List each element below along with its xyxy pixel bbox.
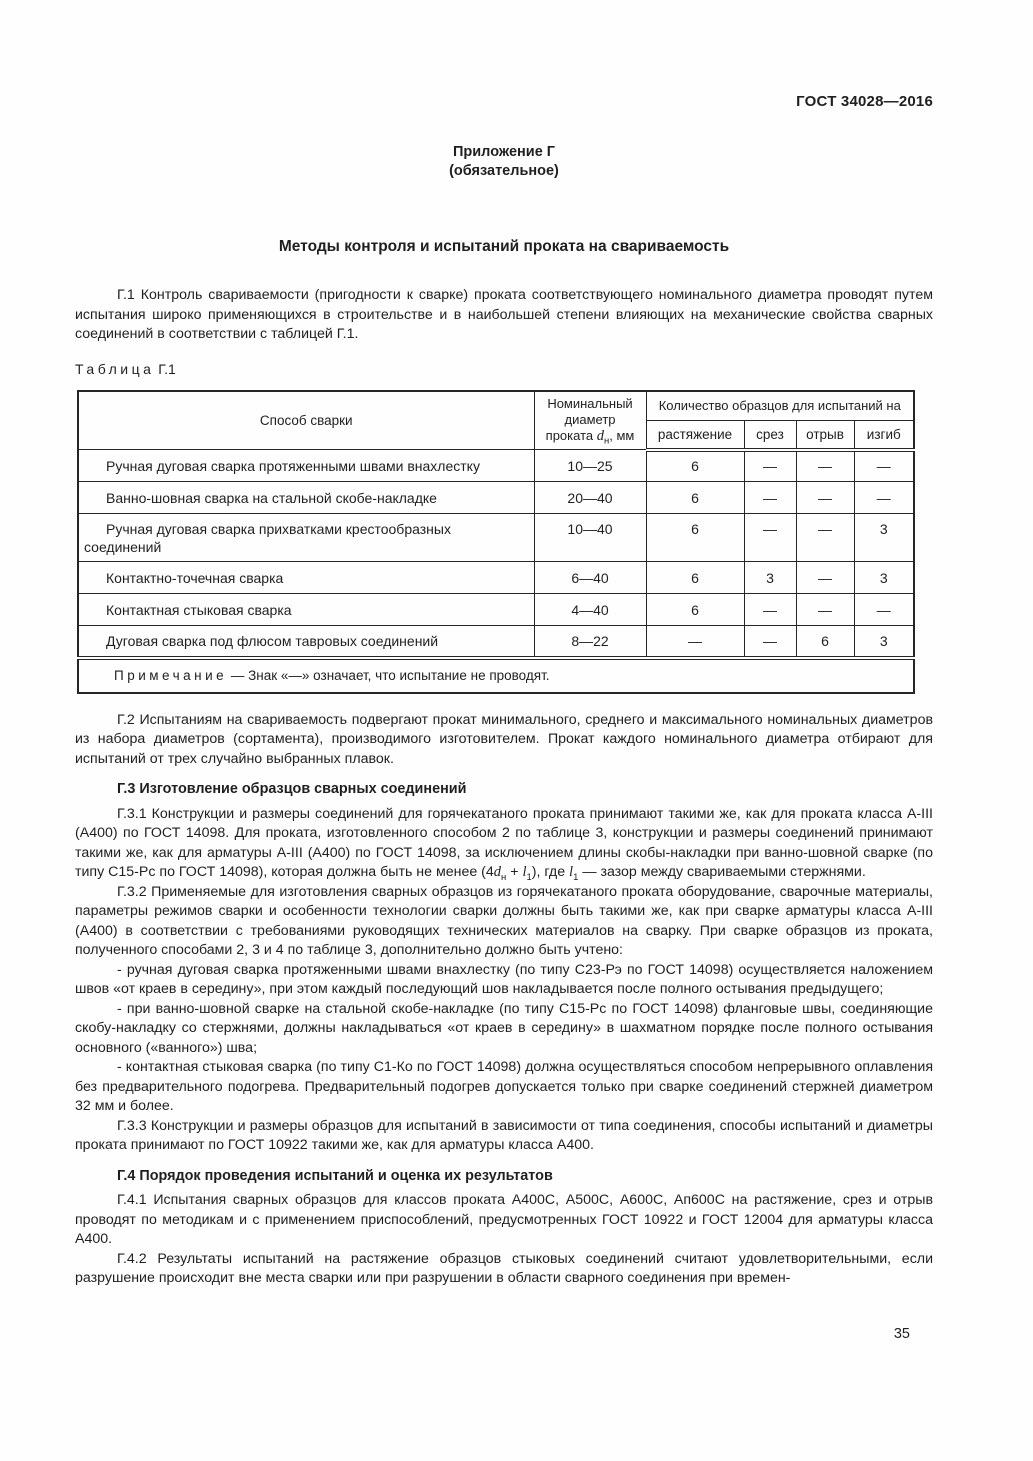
- paragraph-g42: Г.4.2 Результаты испытаний на растяжение образцов стыковых соединений считают удовлетворительными, если разрушение происходит вне места сварки или при разрушении в области сварного соединения при времен-: [75, 1250, 933, 1286]
- g31-close: ), где: [531, 864, 570, 880]
- variable-l2-subscript: 1: [573, 871, 579, 883]
- page-number: 35: [893, 1326, 910, 1342]
- paragraph-g41: Г.4.1 Испытания сварных образцов для классов проката А400С, А500С, А600С, Ап600С на растяжение, срез и отрыв проводят по методикам и с применением приспособлений, предусмотренных ГОСТ 10922 и ГОСТ 12004 для арматуры класса А400.: [75, 1192, 933, 1247]
- cell-tension: 6: [646, 594, 744, 626]
- cell-shear: —: [744, 594, 796, 626]
- cell-diameter: 4—40: [534, 594, 646, 626]
- variable-l2: l: [569, 864, 574, 880]
- appendix-type: (обязательное): [449, 163, 559, 179]
- cell-tear: —: [796, 450, 854, 482]
- cell-method: Ручная дуговая сварка прихватками крестообразных соединений: [78, 514, 534, 562]
- cell-method: Ванно-шовная сварка на стальной скобе-накладке: [78, 482, 534, 514]
- table-note-row: [78, 658, 914, 693]
- table-row: [78, 626, 914, 658]
- diameter-subscript: н: [603, 435, 610, 447]
- diameter-symbol: d: [596, 428, 604, 445]
- paragraph-g1: Г.1 Контроль свариваемости (пригодности к сварке) проката соответствующего номинального диаметра проводят путем испытания широко применяющихся в строительстве и в наибольшей степени влияющих на механические свойства сварных соединений в соответствии с таблицей Г.1.: [75, 287, 933, 342]
- cell-tension: —: [646, 626, 744, 658]
- diameter-line1: Номинальный: [547, 396, 633, 412]
- table-row: [78, 450, 914, 482]
- page-content: [75, 0, 933, 1289]
- note-text: — Знак «—» означает, что испытание не проводят.: [227, 667, 550, 683]
- variable-l-subscript: 1: [526, 871, 532, 883]
- col-header-method: Способ сварки: [78, 391, 534, 450]
- cell-method: Контактно-точечная сварка: [78, 562, 534, 594]
- table-row: [78, 562, 914, 594]
- col-header-bend: изгиб: [854, 421, 914, 450]
- paragraph-g2: Г.2 Испытаниям на свариваемость подвергают прокат минимального, среднего и максимального номинальных диаметров из набора диаметров (сортамента), производимого изготовителем. Прокат каждого номинального диаметра отбирают для испытаний от трех случайно выбранных плавок.: [75, 711, 933, 767]
- table-row: [78, 594, 914, 626]
- cell-method: Дуговая сварка под флюсом тавровых соединений: [78, 626, 534, 658]
- cell-shear: —: [744, 514, 796, 562]
- cell-diameter: 10—40: [534, 514, 646, 562]
- document-title: Методы контроля и испытаний проката на свариваемость: [278, 238, 730, 255]
- cell-diameter: 6—40: [534, 562, 646, 594]
- col-header-group: Количество образцов для испытаний на: [646, 391, 914, 421]
- variable-l: l: [522, 864, 527, 880]
- cell-bend: —: [854, 482, 914, 514]
- cell-tear: —: [796, 482, 854, 514]
- cell-shear: —: [744, 626, 796, 658]
- col-header-shear: срез: [744, 421, 796, 450]
- standard-number-header: ГОСТ 34028—2016: [796, 93, 933, 110]
- appendix-label: [75, 143, 933, 181]
- g31-text: Г.3.1 Конструкции и размеры соединений для горячекатаного проката принимают такими же, как для проката класса А-III (А400) по ГОСТ 14098. Для проката, изготовленного способом 2 по таблице 3, конструкции и размеры соединений принимают такими же, как для арматуры А-III (А400) по ГОСТ 14098, за исключением длины скобы-накладки при ванно-шовной сварке (по типу С15-Рс по ГОСТ 14098), которая должна быть не менее (4: [75, 805, 933, 880]
- cell-tension: 6: [646, 514, 744, 562]
- note-word: Примечание: [114, 667, 228, 683]
- cell-tension: 6: [646, 562, 744, 594]
- cell-bend: 3: [854, 562, 914, 594]
- cell-method: Контактная стыковая сварка: [78, 594, 534, 626]
- weldability-test-table: [77, 390, 915, 694]
- diameter-line3-post: , мм: [609, 428, 635, 444]
- col-header-tear: отрыв: [796, 421, 854, 450]
- table-note: [78, 658, 914, 693]
- table-row: [78, 514, 914, 562]
- diameter-line3-pre: проката: [545, 428, 597, 444]
- cell-tear: 6: [796, 626, 854, 658]
- cell-diameter: 20—40: [534, 482, 646, 514]
- diameter-line2: диаметр: [564, 412, 616, 428]
- cell-tension: 6: [646, 482, 744, 514]
- cell-diameter: 10—25: [534, 450, 646, 482]
- cell-shear: —: [744, 450, 796, 482]
- col-header-tension: растяжение: [646, 421, 744, 450]
- cell-tear: —: [796, 594, 854, 626]
- paragraph-g32-bullet3: - контактная стыковая сварка (по типу С1-Ко по ГОСТ 14098) должна осуществляться способом непрерывного оплавления без предварительного подогрева. Предварительный подогрев допускается только при сварке соединений стержней диаметром 32 мм и более.: [75, 1059, 933, 1114]
- cell-shear: —: [744, 482, 796, 514]
- table-caption-word: Таблица: [75, 360, 155, 377]
- variable-d: d: [493, 864, 502, 880]
- variable-d-subscript: н: [501, 871, 507, 883]
- appendix-title: Приложение Г: [452, 144, 556, 160]
- paragraph-g32-bullet1: - ручная дуговая сварка протяженными швами внахлестку (по типу С23-Рэ по ГОСТ 14098) осуществляется наложением швов «от краев в середину», при этом каждый последующий шов накладывается после полного остывания предыдущего;: [75, 961, 933, 997]
- cell-bend: —: [854, 594, 914, 626]
- cell-shear: 3: [744, 562, 796, 594]
- cell-tear: —: [796, 562, 854, 594]
- g31-plus: +: [506, 864, 523, 880]
- col-header-diameter: [534, 391, 646, 450]
- table-caption: [75, 361, 933, 377]
- cell-bend: 3: [854, 626, 914, 658]
- cell-diameter: 8—22: [534, 626, 646, 658]
- heading-g3: Г.3 Изготовление образцов сварных соединений: [117, 781, 467, 797]
- cell-tension: 6: [646, 450, 744, 482]
- cell-tear: —: [796, 514, 854, 562]
- table-row: [78, 482, 914, 514]
- cell-method: Ручная дуговая сварка протяженными швами внахлестку: [78, 450, 534, 482]
- paragraph-g33: Г.3.3 Конструкции и размеры образцов для испытаний в зависимости от типа соединения, способы испытаний и диаметры проката принимают по ГОСТ 10922 такими же, как для арматуры класса А400.: [75, 1117, 933, 1153]
- table-caption-ref: Г.1: [158, 360, 176, 377]
- paragraph-g32: Г.3.2 Применяемые для изготовления сварных образцов из горячекатаного проката оборудование, сварочные материалы, параметры режимов сварки и особенности технологии сварки должны быть такими же, как при сварке арматуры класса А-III (А400) в соответствии с требованиями руководящих технических материалов на сварку. При сварке образцов из проката, полученного способами 2, 3 и 4 по таблице 3, дополнительно должно быть учтено:: [75, 883, 933, 958]
- paragraph-g31: [75, 805, 933, 883]
- g31-end: — зазор между свариваемыми стержнями.: [578, 864, 866, 880]
- heading-g4: Г.4 Порядок проведения испытаний и оценка их результатов: [117, 1167, 553, 1184]
- cell-bend: 3: [854, 514, 914, 562]
- cell-bend: —: [854, 450, 914, 482]
- paragraph-g32-bullet2: - при ванно-шовной сварке на стальной скобе-накладке (по типу С15-Рс по ГОСТ 14098) фланговые швы, соединяющие скобу-накладку со стержнями, должны накладываться «от краев в середину» в шахматном порядке после полного остывания основного («ванного») шва;: [75, 1000, 933, 1056]
